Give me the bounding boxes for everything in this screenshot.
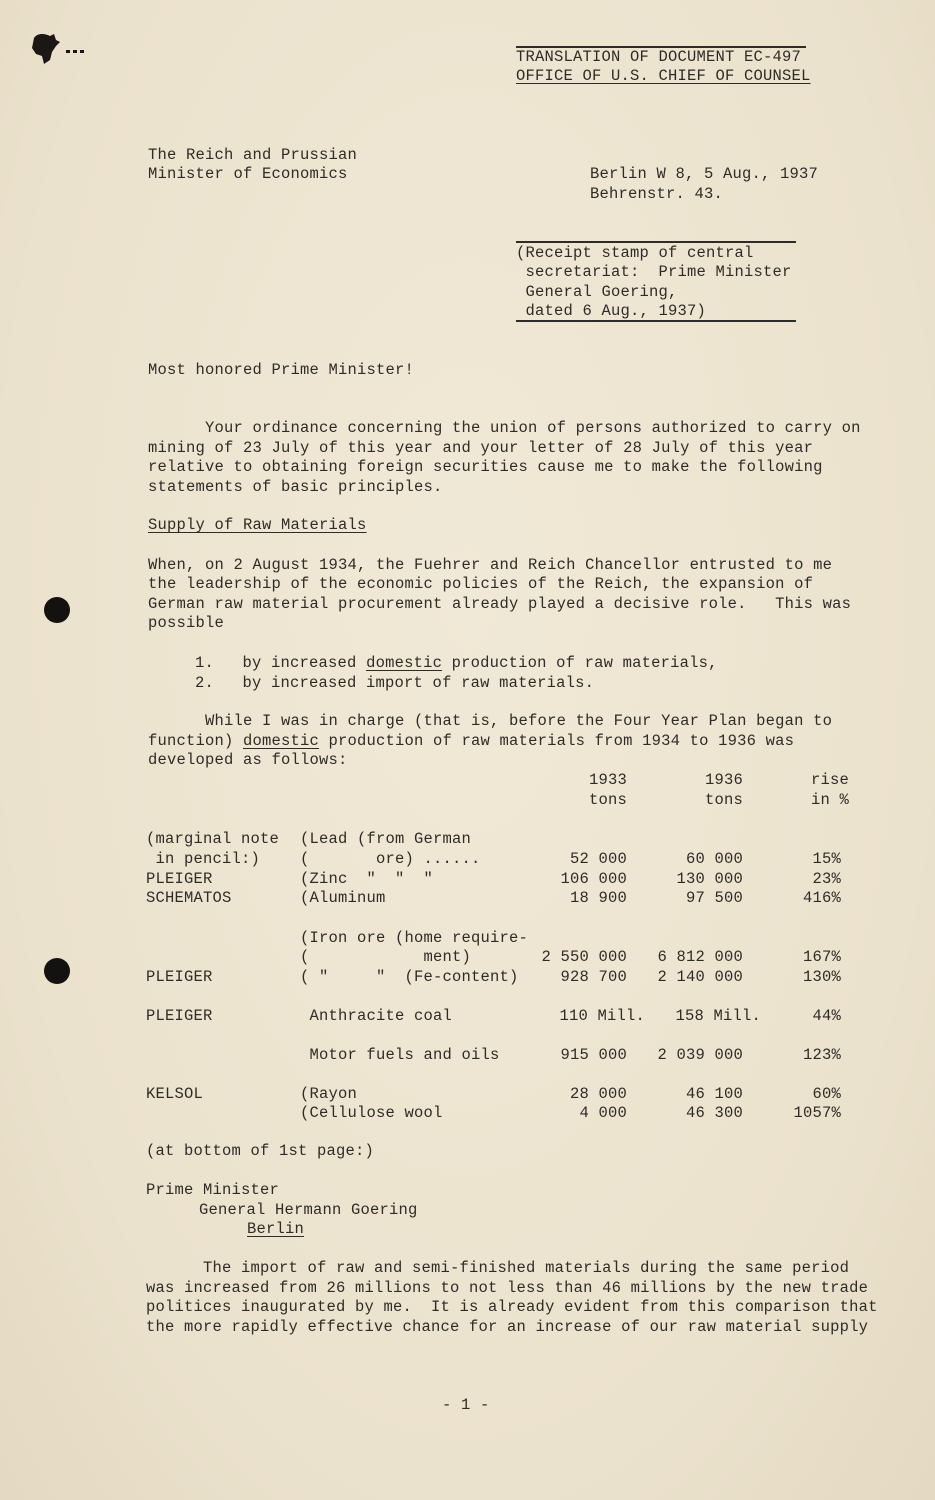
row-label: Motor fuels and oils — [300, 1046, 500, 1064]
punch-hole-lower — [44, 958, 70, 984]
sender-line-2: Minister of Economics — [148, 165, 348, 183]
header-line-2: OFFICE OF U.S. CHIEF OF COUNSEL — [516, 67, 811, 85]
para3-line-2 — [148, 732, 794, 752]
row-label: (Lead (from German — [300, 830, 472, 848]
list-item — [195, 654, 718, 674]
stamp-line-4: dated 6 Aug., 1937) — [516, 302, 707, 320]
para3-line-2-pre: function) — [148, 732, 244, 750]
intro-line-4: statements of basic principles. — [148, 478, 443, 496]
list-text-pre: by increased import of raw materials. — [242, 674, 595, 692]
row-value-1933: 928 700 — [560, 968, 627, 986]
row-rise: 130% — [802, 968, 841, 986]
row-value-1936: 46 100 — [685, 1085, 743, 1103]
row-rise: 44% — [812, 1007, 841, 1025]
row-value-1936: 97 500 — [685, 889, 743, 907]
header-line-1: TRANSLATION OF DOCUMENT EC-497 — [516, 48, 802, 66]
intro-line-3: relative to obtaining foreign securities cause me to make the following — [148, 458, 823, 476]
row-margin: PLEIGER — [146, 1007, 213, 1025]
page-number: - 1 - — [442, 1396, 490, 1414]
row-label: Anthracite coal — [300, 1007, 453, 1025]
margin-note-line-2: in pencil:) — [146, 850, 261, 868]
row-label: (Zinc " " " — [300, 870, 434, 888]
para3-line-3: developed as follows: — [148, 751, 348, 769]
stamp-line-2: secretariat: Prime Minister — [516, 263, 792, 281]
list-text-post: production of raw materials, — [442, 654, 718, 672]
salutation: Most honored Prime Minister! — [148, 361, 415, 379]
row-rise: 416% — [802, 889, 841, 907]
stamp-line-3: General Goering, — [516, 283, 678, 301]
row-value-1936: 46 300 — [685, 1104, 743, 1122]
row-margin: SCHEMATOS — [146, 889, 232, 907]
para3-line-2-emphasis: domestic — [243, 732, 320, 750]
col-header-rise: rise — [811, 771, 850, 789]
col-header-rise-unit: in % — [811, 791, 850, 809]
margin-note-line-1: (marginal note — [146, 830, 280, 848]
col-header-1936-year: 1936 — [705, 771, 744, 789]
sender-line-1: The Reich and Prussian — [148, 146, 358, 164]
row-value-1936: 6 812 000 — [657, 948, 743, 966]
col-header-1933-year: 1933 — [589, 771, 628, 789]
row-margin: KELSOL — [146, 1085, 204, 1103]
list-text-pre: by increased — [242, 654, 367, 672]
list-number: 1. — [195, 654, 215, 672]
row-value-1933: 4 000 — [579, 1104, 627, 1122]
row-label: (Rayon — [300, 1085, 358, 1103]
addressee-line-1: Prime Minister — [146, 1181, 280, 1199]
col-header-1936-unit: tons — [705, 791, 744, 809]
para2-line-3: German raw material procurement already played a decisive role. This was — [148, 595, 852, 613]
row-label: (Cellulose wool — [300, 1104, 443, 1122]
stamp-line-1: (Receipt stamp of central — [516, 244, 754, 262]
addressee-line-3: Berlin — [247, 1220, 305, 1238]
row-label: ( ore) ...... — [300, 850, 481, 868]
place-date-line-1: Berlin W 8, 5 Aug., 1937 — [590, 165, 819, 183]
row-value-1936: 60 000 — [685, 850, 743, 868]
row-value-1936: 130 000 — [676, 870, 743, 888]
para4-line-3: politices inaugurated by me. It is already evident from this comparison that — [146, 1298, 878, 1316]
bottom-note: (at bottom of 1st page:) — [146, 1142, 375, 1160]
intro-line-2: mining of 23 July of this year and your letter of 28 July of this year — [148, 439, 814, 457]
list-number: 2. — [195, 674, 215, 692]
list-item — [195, 674, 594, 694]
archive-stamp-icon — [28, 30, 90, 70]
para4-line-2: was increased from 26 millions to not less than 46 millions by the new trade — [146, 1279, 869, 1297]
row-margin: PLEIGER — [146, 968, 213, 986]
row-label: ( " " (Fe-content) — [300, 968, 519, 986]
row-margin: PLEIGER — [146, 870, 213, 888]
row-rise: 167% — [802, 948, 841, 966]
row-rise: 23% — [812, 870, 841, 888]
row-value-1933: 18 900 — [569, 889, 627, 907]
row-rise: 123% — [802, 1046, 841, 1064]
stamp-rule-top — [516, 241, 796, 243]
row-label: ( ment) — [300, 948, 472, 966]
header-rule-top — [516, 46, 806, 48]
para4-line-1: The import of raw and semi-finished materials during the same period — [146, 1259, 850, 1277]
row-value-1936: 158 Mill. — [675, 1007, 761, 1025]
row-value-1936: 2 140 000 — [657, 968, 743, 986]
row-value-1933: 110 Mill. — [559, 1007, 645, 1025]
list-text-emphasis: domestic — [366, 654, 443, 672]
row-value-1933: 2 550 000 — [541, 948, 627, 966]
section-title: Supply of Raw Materials — [148, 516, 367, 534]
place-date-line-2: Behrenstr. 43. — [590, 185, 724, 203]
row-rise: 1057% — [793, 1104, 841, 1122]
row-label: (Iron ore (home require- — [300, 929, 529, 947]
para2-line-2: the leadership of the economic policies of the Reich, the expansion of — [148, 575, 814, 593]
para4-line-4: the more rapidly effective chance for an increase of our raw material supply — [146, 1318, 869, 1336]
punch-hole-upper — [44, 597, 70, 623]
addressee-line-2: General Hermann Goering — [199, 1201, 418, 1219]
para2-line-1: When, on 2 August 1934, the Fuehrer and Reich Chancellor entrusted to me — [148, 556, 833, 574]
row-value-1933: 52 000 — [569, 850, 627, 868]
row-value-1936: 2 039 000 — [657, 1046, 743, 1064]
stamp-rule-bottom — [516, 320, 796, 322]
row-label: (Aluminum — [300, 889, 386, 907]
intro-line-1: Your ordinance concerning the union of persons authorized to carry on — [148, 419, 861, 437]
para3-line-2-post: production of raw materials from 1934 to 1936 was — [319, 732, 795, 750]
para2-line-4: possible — [148, 614, 225, 632]
row-rise: 15% — [812, 850, 841, 868]
para3-line-1: While I was in charge (that is, before the Four Year Plan began to — [148, 712, 833, 730]
col-header-1933-unit: tons — [589, 791, 628, 809]
row-value-1933: 915 000 — [560, 1046, 627, 1064]
row-value-1933: 106 000 — [560, 870, 627, 888]
row-rise: 60% — [812, 1085, 841, 1103]
row-value-1933: 28 000 — [569, 1085, 627, 1103]
